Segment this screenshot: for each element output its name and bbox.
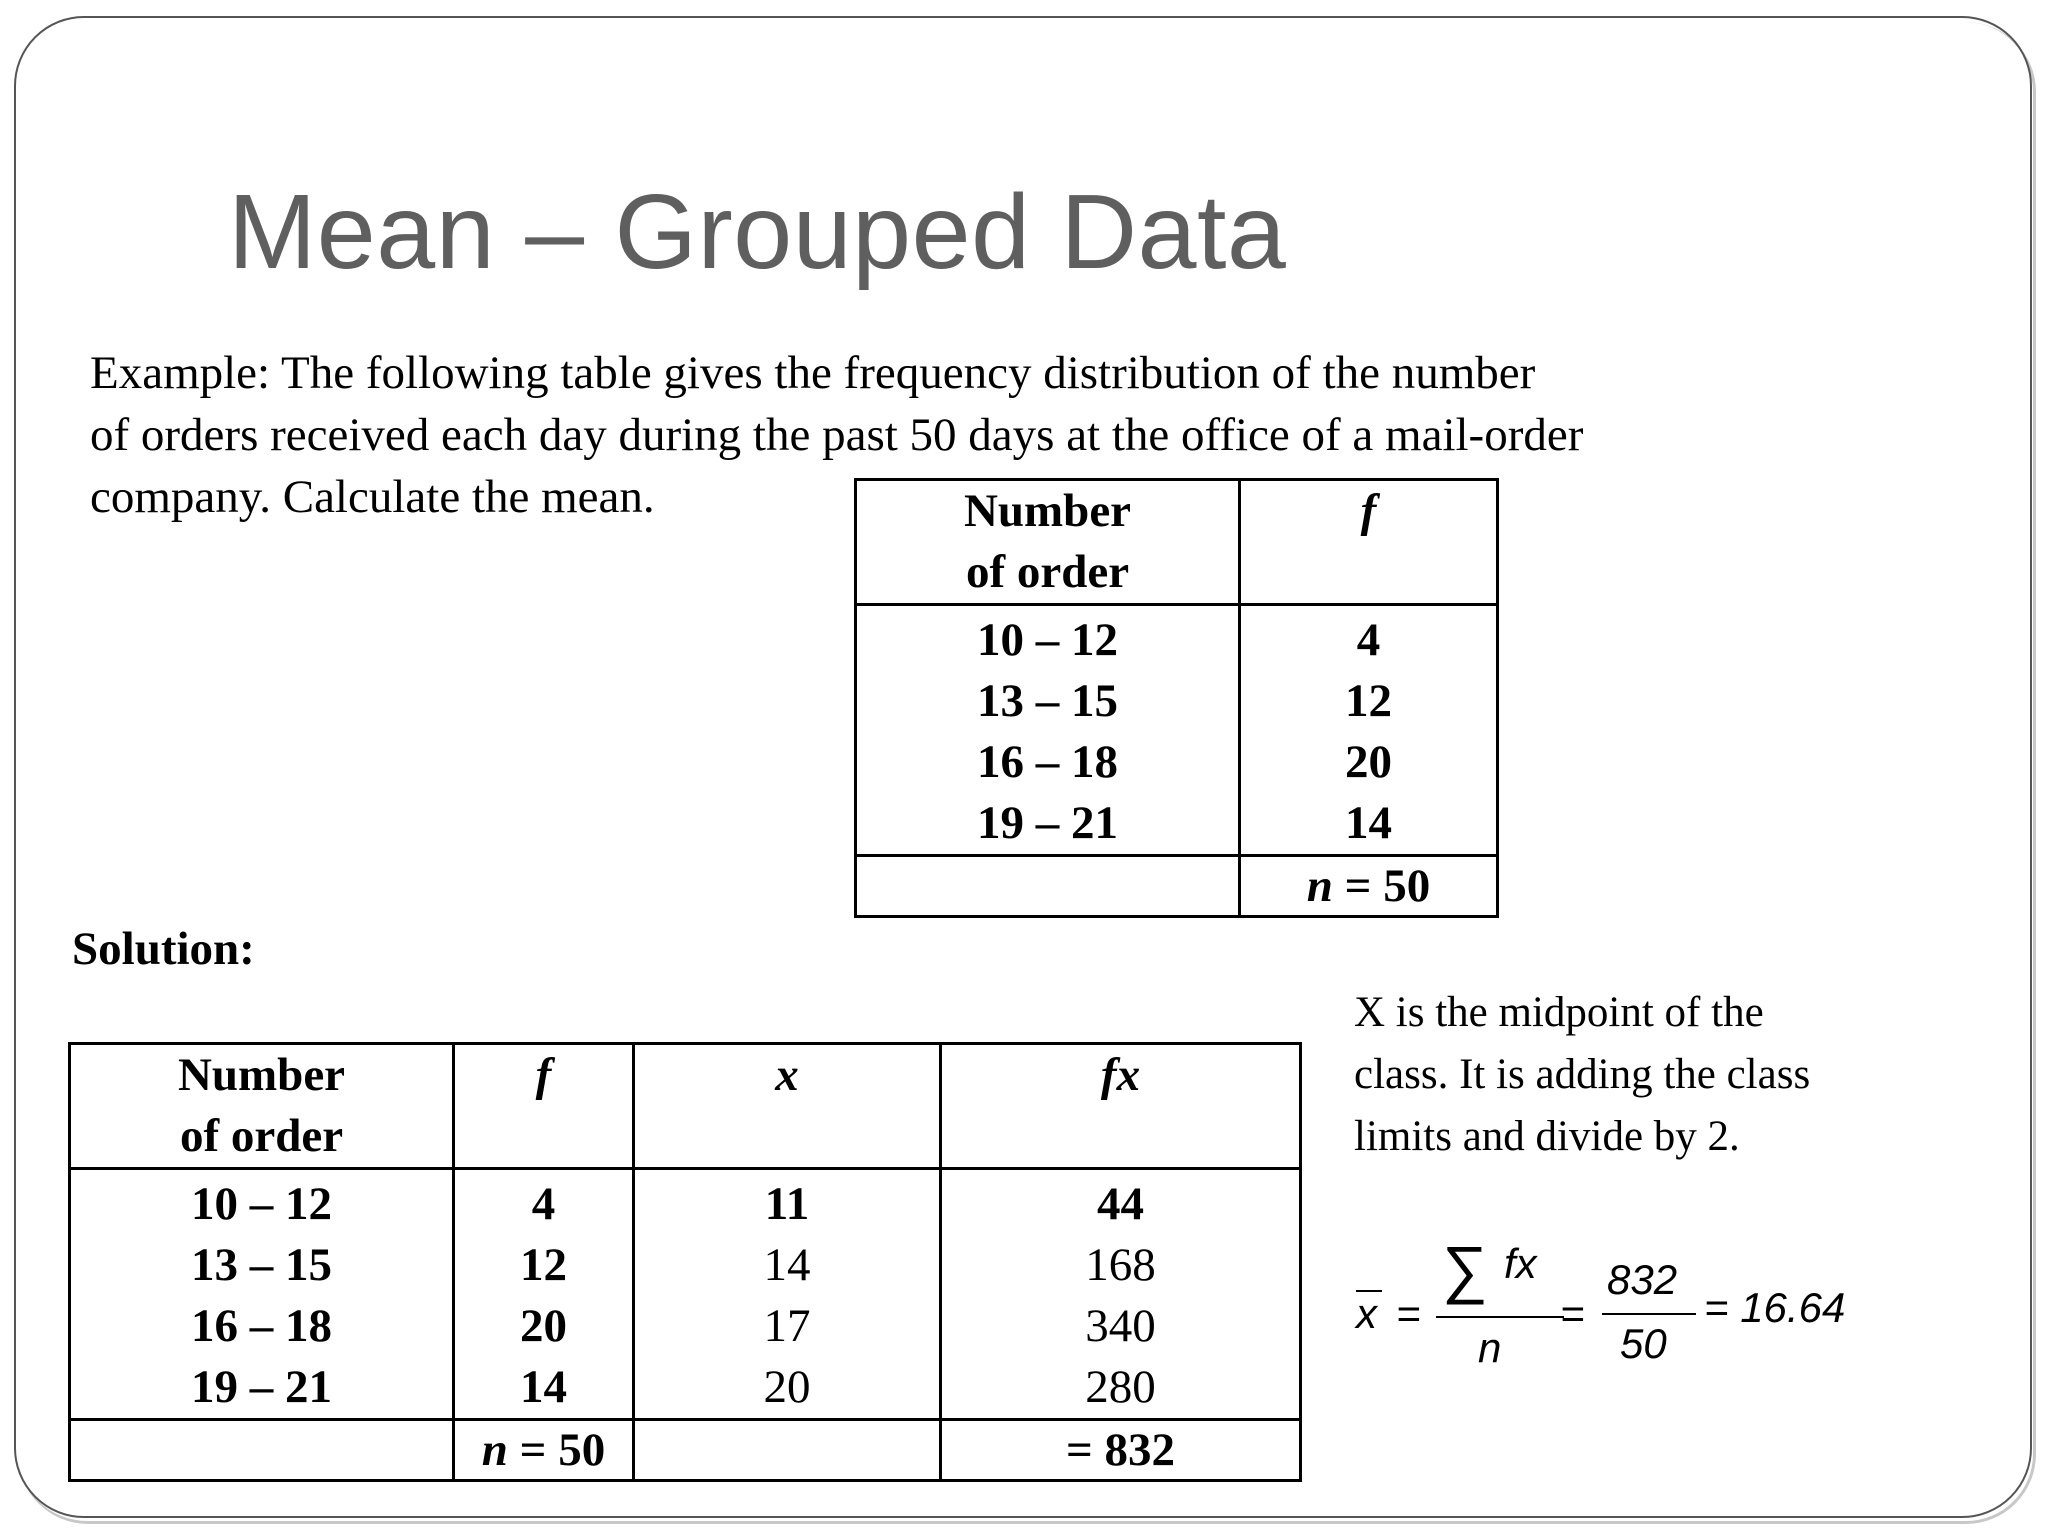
table-row <box>856 793 1498 856</box>
table-total-row <box>856 856 1498 917</box>
numerator-fx: fx <box>1504 1240 1537 1287</box>
table-cell: 12 <box>454 1235 634 1296</box>
example-text-line: of orders received each day during the past 50 days at the office of a mail-order <box>90 409 1584 461</box>
table-cell: 20 <box>634 1357 941 1420</box>
table-cell: 340 <box>941 1296 1301 1357</box>
fraction-numerator: 832 <box>1607 1256 1678 1303</box>
table-cell: 12 <box>1240 671 1498 732</box>
table-cell <box>70 1420 454 1481</box>
note-line: limits and divide by 2. <box>1354 1113 1740 1160</box>
table-cell: 11 <box>634 1169 941 1236</box>
note-line: class. It is adding the class <box>1354 1051 1811 1098</box>
total-n-cell: n = 50 <box>1240 856 1498 917</box>
table-row <box>70 1357 1301 1420</box>
table-cell: 19 – 21 <box>856 793 1240 856</box>
slide-title: Mean – Grouped Data <box>228 173 1287 291</box>
table-cell: 44 <box>941 1169 1301 1236</box>
header-fx: fx <box>941 1044 1301 1169</box>
equals-sign: = <box>1396 1290 1421 1337</box>
table-header-row <box>70 1044 1301 1169</box>
table-header-row <box>856 480 1498 605</box>
example-text-line: company. Calculate the mean. <box>90 471 655 523</box>
xbar-symbol: x <box>1356 1290 1377 1337</box>
table-row <box>856 605 1498 672</box>
mean-formula <box>1352 1233 1912 1380</box>
sigma-symbol: ∑ <box>1442 1233 1488 1305</box>
table-cell: 13 – 15 <box>70 1235 454 1296</box>
table-row <box>70 1169 1301 1236</box>
table-cell: 13 – 15 <box>856 671 1240 732</box>
table-cell: 10 – 12 <box>70 1169 454 1236</box>
table-cell: 14 <box>454 1357 634 1420</box>
table-cell: 4 <box>1240 605 1498 672</box>
table-total-row <box>70 1420 1301 1481</box>
total-n-cell: n = 50 <box>454 1420 634 1481</box>
example-frequency-table <box>854 478 1499 918</box>
denominator-n: n <box>1478 1324 1502 1371</box>
header-number-of-order: Number of order <box>70 1044 454 1169</box>
table-cell: 19 – 21 <box>70 1357 454 1420</box>
table-cell: 20 <box>454 1296 634 1357</box>
table-cell <box>634 1420 941 1481</box>
solution-label: Solution: <box>72 923 255 975</box>
fraction-line <box>1602 1313 1696 1315</box>
solution-table <box>68 1042 1302 1482</box>
fraction-denominator: 50 <box>1620 1320 1667 1367</box>
table-cell: 280 <box>941 1357 1301 1420</box>
example-text-line: Example: The following table gives the frequency distribution of the number <box>90 347 1536 399</box>
table-cell: 14 <box>1240 793 1498 856</box>
table-cell <box>856 856 1240 917</box>
equals-sign: = <box>1560 1290 1585 1337</box>
table-row <box>856 671 1498 732</box>
midpoint-note <box>1354 982 1954 1168</box>
note-line: X is the midpoint of the <box>1354 989 1764 1036</box>
header-number-of-order: Number of order <box>856 480 1240 605</box>
mean-result: = 16.64 <box>1704 1284 1846 1331</box>
table-cell: 16 – 18 <box>70 1296 454 1357</box>
table-cell: 168 <box>941 1235 1301 1296</box>
table-cell: 14 <box>634 1235 941 1296</box>
table-row <box>856 732 1498 793</box>
table-row <box>70 1235 1301 1296</box>
fraction-line <box>1436 1316 1564 1318</box>
header-f: f <box>1240 480 1498 605</box>
table-cell: 4 <box>454 1169 634 1236</box>
table-cell: 10 – 12 <box>856 605 1240 672</box>
header-x: x <box>634 1044 941 1169</box>
total-fx-cell: = 832 <box>941 1420 1301 1481</box>
table-cell: 20 <box>1240 732 1498 793</box>
table-cell: 16 – 18 <box>856 732 1240 793</box>
header-f: f <box>454 1044 634 1169</box>
table-row <box>70 1296 1301 1357</box>
table-cell: 17 <box>634 1296 941 1357</box>
